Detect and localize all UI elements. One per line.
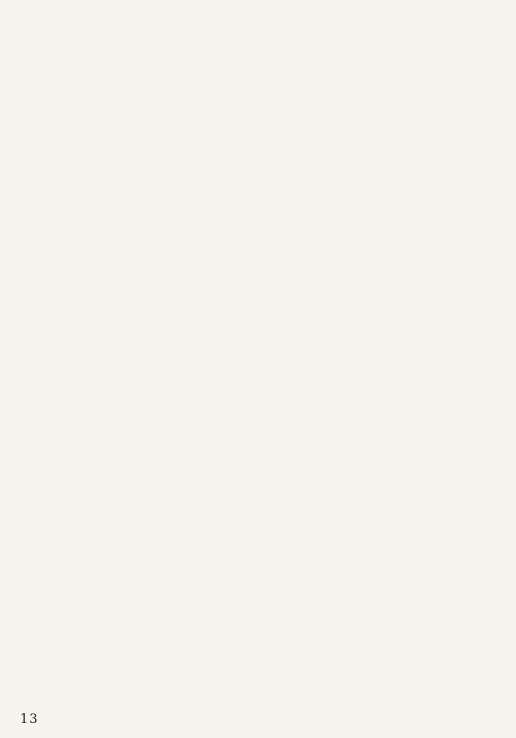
section-gap-2 bbox=[412, 26, 430, 338]
upper-text-column bbox=[24, 26, 492, 338]
lower-text-column bbox=[24, 356, 492, 668]
section-gap bbox=[474, 26, 492, 338]
section-heading bbox=[440, 26, 464, 338]
page-number: 13 bbox=[20, 712, 39, 727]
